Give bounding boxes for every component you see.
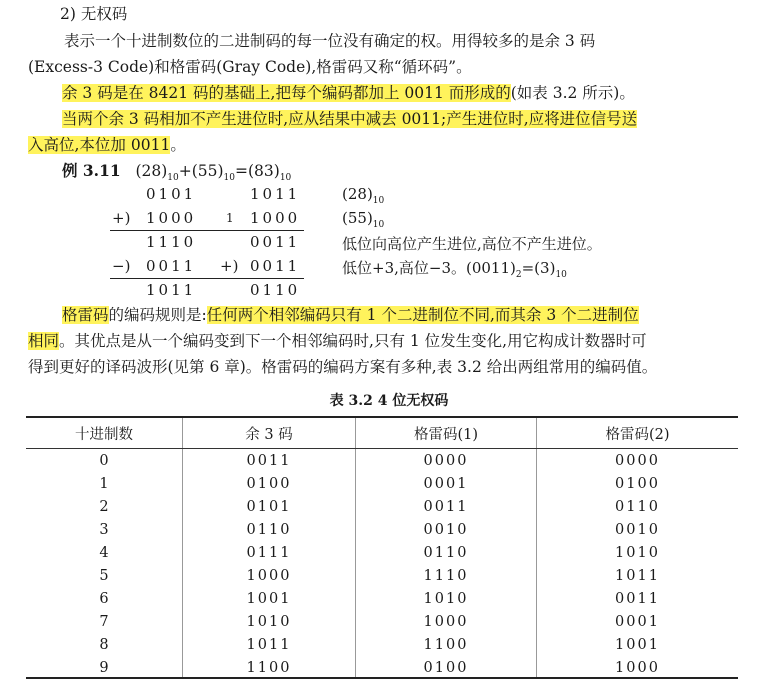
cell-gray2: 0011 [537, 587, 739, 610]
cell-excess3: 0110 [183, 518, 356, 541]
excess3-definition [62, 82, 635, 104]
column-header-gray1: 格雷码(1) [356, 417, 537, 449]
calc-row-2-right: 1000 [250, 209, 301, 227]
gray-line-3: 得到更好的译码波形(见第 6 章)。格雷码的编码方案有多种,表 3.2 给出两组常用的编码值。 [28, 358, 658, 376]
calc-note-1-base: 10 [372, 196, 385, 206]
cell-gray2: 0000 [537, 449, 739, 473]
table-row [26, 564, 738, 587]
calc-row-1-right: 1011 [250, 185, 301, 203]
cell-decimal: 8 [99, 636, 109, 653]
cell-gray2: 1001 [537, 633, 739, 656]
calc-note-4-pre: 低位+3,高位−3。(0011) [342, 259, 516, 277]
excess3-rule-line-1-text: 当两个余 3 码相加不产生进位时,应从结果中减去 0011;产生进位时,应将进位信号送 [62, 110, 638, 128]
example-label: 例 3.11 [62, 161, 121, 180]
excess3-rule-line-2-highlight: 入高位,本位加 0011 [28, 136, 171, 154]
cell-excess3: 0111 [183, 541, 356, 564]
cell-decimal: 1 [99, 475, 109, 492]
gray-line-1 [62, 304, 639, 326]
gray-line-2-tail: 。其优点是从一个编码变到下一个相邻编码时,只有 1 位发生变化,用它构成计数器时可 [59, 332, 647, 350]
cell-gray2: 0010 [537, 518, 739, 541]
cell-decimal: 2 [99, 498, 109, 515]
example-eq-a-base: 10 [167, 173, 179, 183]
cell-excess3: 1001 [183, 587, 356, 610]
calc-row-4-right: 0011 [250, 257, 301, 275]
cell-decimal: 7 [99, 613, 109, 630]
cell-gray2: 1000 [537, 656, 739, 679]
calc-row-3-right: 0011 [250, 233, 301, 251]
cell-gray2: 0110 [537, 495, 739, 518]
table-row [26, 518, 738, 541]
cell-gray1: 0001 [356, 472, 537, 495]
calc-row-5-right: 0110 [250, 281, 301, 299]
cell-excess3: 1000 [183, 564, 356, 587]
example-eq-b: (55) [191, 162, 224, 180]
table-row [26, 449, 738, 473]
cell-gray1: 1100 [356, 633, 537, 656]
calc-note-1 [342, 184, 384, 207]
calc-rule-1 [110, 230, 304, 231]
table-body [26, 449, 738, 680]
cell-gray1: 0011 [356, 495, 537, 518]
cell-gray1: 0010 [356, 518, 537, 541]
example-eq-c: (83) [248, 162, 280, 180]
calc-note-3: 低位向高位产生进位,高位不产生进位。 [342, 235, 602, 253]
calc-note-4-base-2: 10 [555, 270, 567, 280]
cell-gray1: 0110 [356, 541, 537, 564]
calc-row-2-carry: 1 [226, 211, 234, 225]
excess3-rule-line-1 [62, 108, 637, 130]
excess3-rule-line-2 [28, 134, 186, 156]
example-eq-c-base: 10 [279, 173, 292, 183]
table-bottom-rule [26, 677, 738, 679]
cell-gray1: 1110 [356, 564, 537, 587]
calc-row-4-mid-op: +) [220, 257, 239, 275]
example-header [62, 160, 291, 185]
cell-decimal: 6 [99, 590, 109, 607]
cell-excess3: 0100 [183, 472, 356, 495]
cell-gray1: 1010 [356, 587, 537, 610]
calc-row-2-left: 1000 [146, 209, 197, 227]
cell-excess3: 0011 [183, 449, 356, 473]
calc-row-3-left: 1110 [146, 233, 197, 251]
calc-row-4-op: −) [112, 257, 131, 275]
excess3-definition-highlight: 余 3 码是在 8421 码的基础上,把每个编码都加上 0011 而形成的 [62, 84, 511, 102]
table-row [26, 472, 738, 495]
calc-note-2-base: 10 [372, 220, 385, 230]
column-header-excess3: 余 3 码 [183, 417, 356, 449]
table-row [26, 633, 738, 656]
intro-line-2: (Excess-3 Code)和格雷码(Gray Code),格雷码又称“循环码”。 [28, 58, 472, 76]
cell-decimal: 0 [99, 452, 109, 469]
calc-note-4-mid: =(3) [521, 259, 556, 277]
calc-note-4 [342, 258, 567, 281]
cell-decimal: 5 [99, 567, 109, 584]
table-row [26, 541, 738, 564]
cell-gray2: 0001 [537, 610, 739, 633]
calc-row-2-op: +) [112, 209, 131, 227]
gray-line-2-highlight: 相同 [28, 332, 60, 350]
calc-rule-2 [110, 278, 304, 279]
table-row [26, 495, 738, 518]
table-row [26, 587, 738, 610]
column-header-decimal: 十进制数 [26, 417, 183, 449]
example-eq-b-base: 10 [223, 173, 235, 183]
excess3-rule-line-2-tail: 。 [170, 136, 186, 154]
calc-note-4-base-1: 2 [515, 270, 522, 280]
table-row [26, 656, 738, 679]
cell-decimal: 9 [99, 659, 109, 676]
table-row [26, 610, 738, 633]
calc-note-2 [342, 208, 384, 231]
cell-gray1: 0000 [356, 449, 537, 473]
cell-gray1: 1000 [356, 610, 537, 633]
gray-line-1-highlight-b: 任何两个相邻编码只有 1 个二进制位不同,而其余 3 个二进制位 [206, 306, 639, 324]
intro-line-1: 表示一个十进制数位的二进制码的每一位没有确定的权。用得较多的是余 3 码 [64, 32, 596, 50]
gray-line-1-mid: 的编码规则是: [108, 306, 207, 324]
excess3-definition-tail: (如表 3.2 所示)。 [510, 84, 635, 102]
unweighted-codes-table [26, 416, 738, 679]
calc-note-1-value: (28) [342, 185, 373, 203]
cell-gray1: 0100 [356, 656, 537, 679]
cell-excess3: 1011 [183, 633, 356, 656]
cell-excess3: 0101 [183, 495, 356, 518]
cell-decimal: 4 [99, 544, 109, 561]
calc-row-4-left: 0011 [146, 257, 197, 275]
calc-row-5-left: 1011 [146, 281, 197, 299]
gray-line-1-highlight-a: 格雷码 [62, 306, 109, 324]
gray-line-2 [28, 330, 647, 352]
cell-excess3: 1100 [183, 656, 356, 679]
column-header-gray2: 格雷码(2) [537, 417, 739, 449]
cell-gray2: 1010 [537, 541, 739, 564]
example-eq-a: (28) [135, 162, 168, 180]
cell-excess3: 1010 [183, 610, 356, 633]
example-eq-plus: + [178, 162, 192, 180]
calc-note-2-value: (55) [342, 209, 373, 227]
example-eq-equals: = [235, 162, 248, 180]
cell-gray2: 1011 [537, 564, 739, 587]
section-heading: 2) 无权码 [60, 5, 128, 23]
cell-gray2: 0100 [537, 472, 739, 495]
calc-row-1-left: 0101 [146, 185, 197, 203]
table-caption: 表 3.2 4 位无权码 [329, 393, 449, 409]
cell-decimal: 3 [99, 521, 109, 538]
